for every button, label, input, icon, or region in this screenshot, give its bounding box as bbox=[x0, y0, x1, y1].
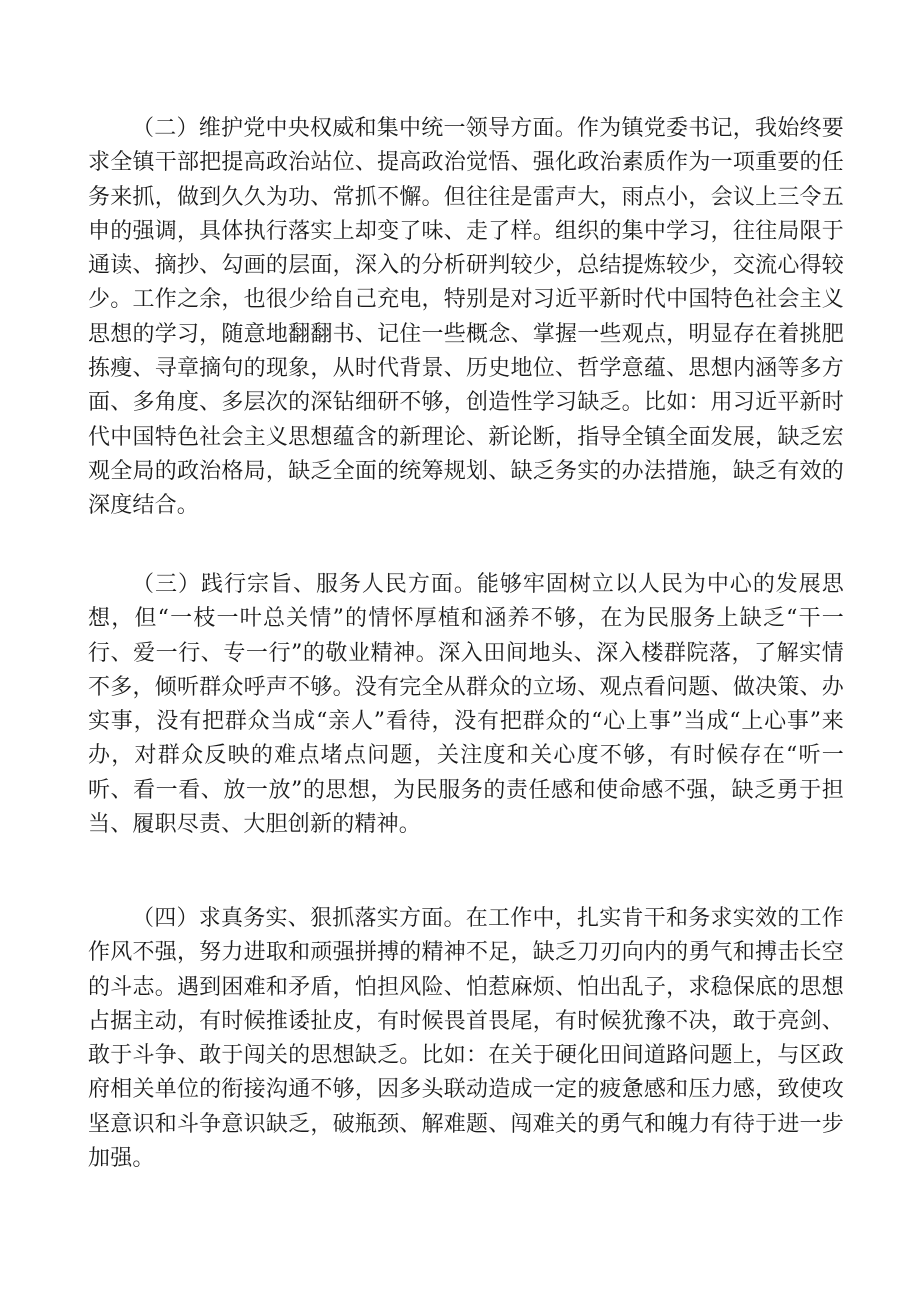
paragraph-section-four: （四）求真务实、狠抓落实方面。在工作中，扎实肯干和务求实效的工作作风不强，努力进取和顽强拼搏的精神不足，缺乏刀刃向内的勇气和搏击长空的斗志。遇到困难和矛盾，怕担风险、怕惹麻烦、怕出乱子，求稳保底的思想占据主动，有时候推诿扯皮，有时候畏首畏尾，有时候犹豫不决，敢于亮剑、敢于斗争、敢于闯关的思想缺乏。比如：在关于硬化田间道路问题上，与区政府相关单位的衔接沟通不够，因多头联动造成一定的疲惫感和压力感，致使攻坚意识和斗争意识缺乏，破瓶颈、解难题、闯难关的勇气和魄力有待于进一步加强。 bbox=[88, 906, 844, 1172]
paragraph-section-two: （二）维护党中央权威和集中统一领导方面。作为镇党委书记，我始终要求全镇干部把提高政治站位、提高政治觉悟、强化政治素质作为一项重要的任务来抓，做到久久为功、常抓不懈。但往往是雷声大，雨点小，会议上三令五申的强调，具体执行落实上却变了味、走了样。组织的集中学习，往往局限于通读、摘抄、勾画的层面，深入的分析研判较少，总结提炼较少，交流心得较少。工作之余，也很少给自己充电，特别是对习近平新时代中国特色社会主义思想的学习，随意地翻翻书、记住一些概念、掌握一些观点，明显存在着挑肥拣瘦、寻章摘句的现象，从时代背景、历史地位、哲学意蕴、思想内涵等多方面、多角度、多层次的深钻细研不够，创造性学习缺乏。比如：用习近平新时代中国特色社会主义思想蕴含的新理论、新论断，指导全镇全面发展，缺乏宏观全局的政治格局，缺乏全面的统筹规划、缺乏务实的办法措施，缺乏有效的深度结合。 bbox=[88, 116, 844, 519]
paragraph-section-three: （三）践行宗旨、服务人民方面。能够牢固树立以人民为中心的发展思想，但“一枝一叶总关情”的情怀厚植和涵养不够，在为民服务上缺乏“干一行、爱一行、专一行”的敬业精神。深入田间地头、深入楼群院落，了解实情不多，倾听群众呼声不够。没有完全从群众的立场、观点看问题、做决策、办实事，没有把群众当成“亲人”看待，没有把群众的“心上事”当成“上心事”来办，对群众反映的难点堵点问题，关注度和关心度不够，有时候存在“听一听、看一看、放一放”的思想，为民服务的责任感和使命感不强，缺乏勇于担当、履职尽责、大胆创新的精神。 bbox=[88, 572, 844, 838]
